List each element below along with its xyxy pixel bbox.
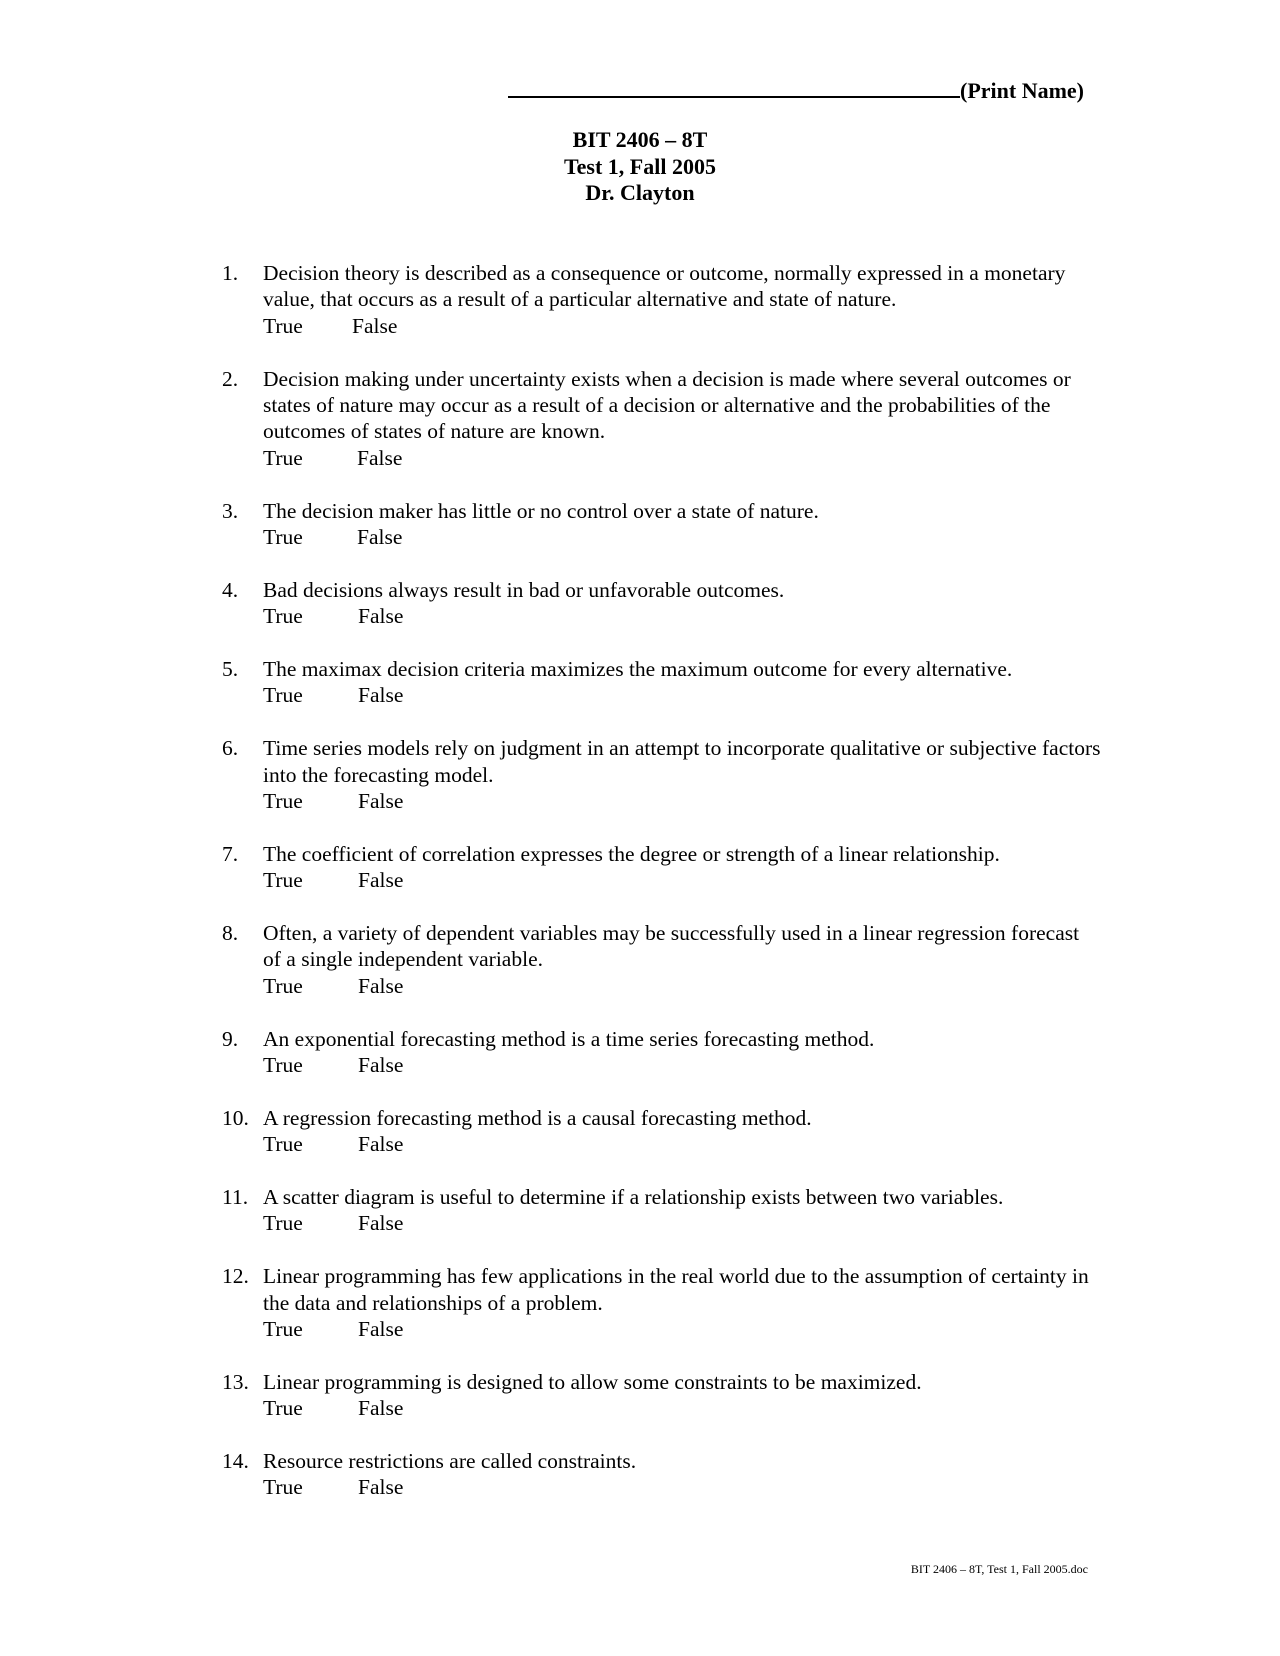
answer-options: [263, 1210, 1102, 1236]
question-number: 13.: [222, 1369, 249, 1394]
question-11: [222, 1184, 1102, 1237]
course-code: BIT 2406 – 8T: [572, 127, 708, 152]
instructor-name: Dr. Clayton: [585, 180, 695, 205]
option-true[interactable]: True: [263, 1396, 303, 1421]
option-false[interactable]: False: [358, 1396, 404, 1421]
question-text: The coefficient of correlation expresses the degree or strength of a linear relationship.: [263, 841, 1000, 866]
answer-options: [263, 1052, 1102, 1078]
test-title: Test 1, Fall 2005: [564, 153, 716, 179]
question-number: 12.: [222, 1264, 249, 1289]
option-false[interactable]: False: [358, 973, 404, 998]
answer-options: [263, 1474, 1102, 1500]
option-true[interactable]: True: [263, 1211, 303, 1236]
option-false[interactable]: False: [358, 1132, 404, 1157]
question-number: 3.: [222, 498, 239, 523]
option-true[interactable]: True: [263, 1132, 303, 1157]
answer-options: [263, 524, 1102, 550]
option-true[interactable]: True: [263, 973, 303, 998]
answer-options: [263, 682, 1102, 708]
question-number: 6.: [222, 736, 239, 761]
question-number: 8.: [222, 921, 239, 946]
question-number: 11.: [222, 1185, 249, 1210]
question-9: [222, 1026, 1102, 1079]
option-false[interactable]: False: [358, 1053, 404, 1078]
option-false[interactable]: False: [358, 868, 404, 893]
question-7: [222, 841, 1102, 894]
option-false[interactable]: False: [357, 525, 403, 550]
answer-options: [263, 1395, 1102, 1421]
option-false[interactable]: False: [352, 313, 398, 338]
question-number: 4.: [222, 577, 239, 602]
answer-options: [263, 1316, 1102, 1342]
answer-options: [263, 1131, 1102, 1157]
option-true[interactable]: True: [263, 683, 303, 708]
option-false[interactable]: False: [358, 1211, 404, 1236]
option-false[interactable]: False: [358, 1475, 404, 1500]
answer-options: [263, 313, 1102, 339]
print-name-blank[interactable]: [508, 76, 960, 98]
question-3: [222, 498, 1102, 551]
print-name-line: [508, 76, 1088, 104]
option-false[interactable]: False: [358, 789, 404, 814]
option-true[interactable]: True: [263, 1053, 303, 1078]
option-true[interactable]: True: [263, 445, 303, 470]
question-text: Often, a variety of dependent variables may be successfully used in a linear regression forecast of a single independent variable.: [263, 921, 1080, 972]
answer-options: [263, 445, 1102, 471]
question-text: Linear programming has few applications in the real world due to the assumption of certainty in the data and relationships of a problem.: [263, 1264, 1089, 1315]
option-true[interactable]: True: [263, 313, 303, 338]
answer-options: [263, 788, 1102, 814]
question-list: [222, 260, 1102, 1527]
question-8: [222, 920, 1102, 999]
question-2: [222, 366, 1102, 472]
option-true[interactable]: True: [263, 604, 303, 629]
option-true[interactable]: True: [263, 868, 303, 893]
question-5: [222, 656, 1102, 709]
question-number: 7.: [222, 841, 239, 866]
print-name-label: (Print Name): [960, 78, 1085, 103]
question-13: [222, 1369, 1102, 1422]
option-false[interactable]: False: [358, 1317, 404, 1342]
question-text: Resource restrictions are called constraints.: [263, 1449, 637, 1474]
question-number: 5.: [222, 657, 239, 682]
question-number: 10.: [222, 1105, 249, 1130]
question-12: [222, 1263, 1102, 1342]
question-number: 1.: [222, 261, 239, 285]
question-text: Linear programming is designed to allow some constraints to be maximized.: [263, 1369, 922, 1394]
question-text: The decision maker has little or no control over a state of nature.: [263, 498, 819, 523]
question-text: Bad decisions always result in bad or unfavorable outcomes.: [263, 577, 785, 602]
question-text: A regression forecasting method is a causal forecasting method.: [263, 1105, 812, 1130]
question-text: Time series models rely on judgment in an attempt to incorporate qualitative or subjective factors into the forecasting model.: [263, 736, 1101, 787]
question-1: [222, 260, 1102, 339]
option-false[interactable]: False: [357, 445, 403, 470]
option-false[interactable]: False: [358, 604, 404, 629]
question-6: [222, 735, 1102, 814]
test-header: [440, 127, 840, 207]
question-text: Decision making under uncertainty exists when a decision is made where several outcomes or states of nature may occur as a result of a decision or alternative and the probabilities of the outcomes of states of nature are known.: [263, 366, 1071, 444]
answer-options: [263, 973, 1102, 999]
question-4: [222, 577, 1102, 630]
question-number: 2.: [222, 366, 239, 391]
question-text: Decision theory is described as a consequence or outcome, normally expressed in a monetary value, that occurs as a result of a particular alternative and state of nature.: [263, 261, 1066, 312]
page-footer: BIT 2406 – 8T, Test 1, Fall 2005.doc: [910, 1562, 1088, 1576]
answer-options: [263, 603, 1102, 629]
question-number: 9.: [222, 1026, 239, 1051]
question-text: The maximax decision criteria maximizes the maximum outcome for every alternative.: [263, 657, 1013, 682]
option-true[interactable]: True: [263, 525, 303, 550]
question-text: A scatter diagram is useful to determine if a relationship exists between two variables.: [263, 1185, 1004, 1210]
option-true[interactable]: True: [263, 1475, 303, 1500]
question-number: 14.: [222, 1449, 249, 1474]
answer-options: [263, 867, 1102, 893]
option-true[interactable]: True: [263, 789, 303, 814]
question-text: An exponential forecasting method is a time series forecasting method.: [263, 1026, 875, 1051]
option-true[interactable]: True: [263, 1317, 303, 1342]
question-14: [222, 1448, 1102, 1501]
option-false[interactable]: False: [358, 683, 404, 708]
question-10: [222, 1105, 1102, 1158]
